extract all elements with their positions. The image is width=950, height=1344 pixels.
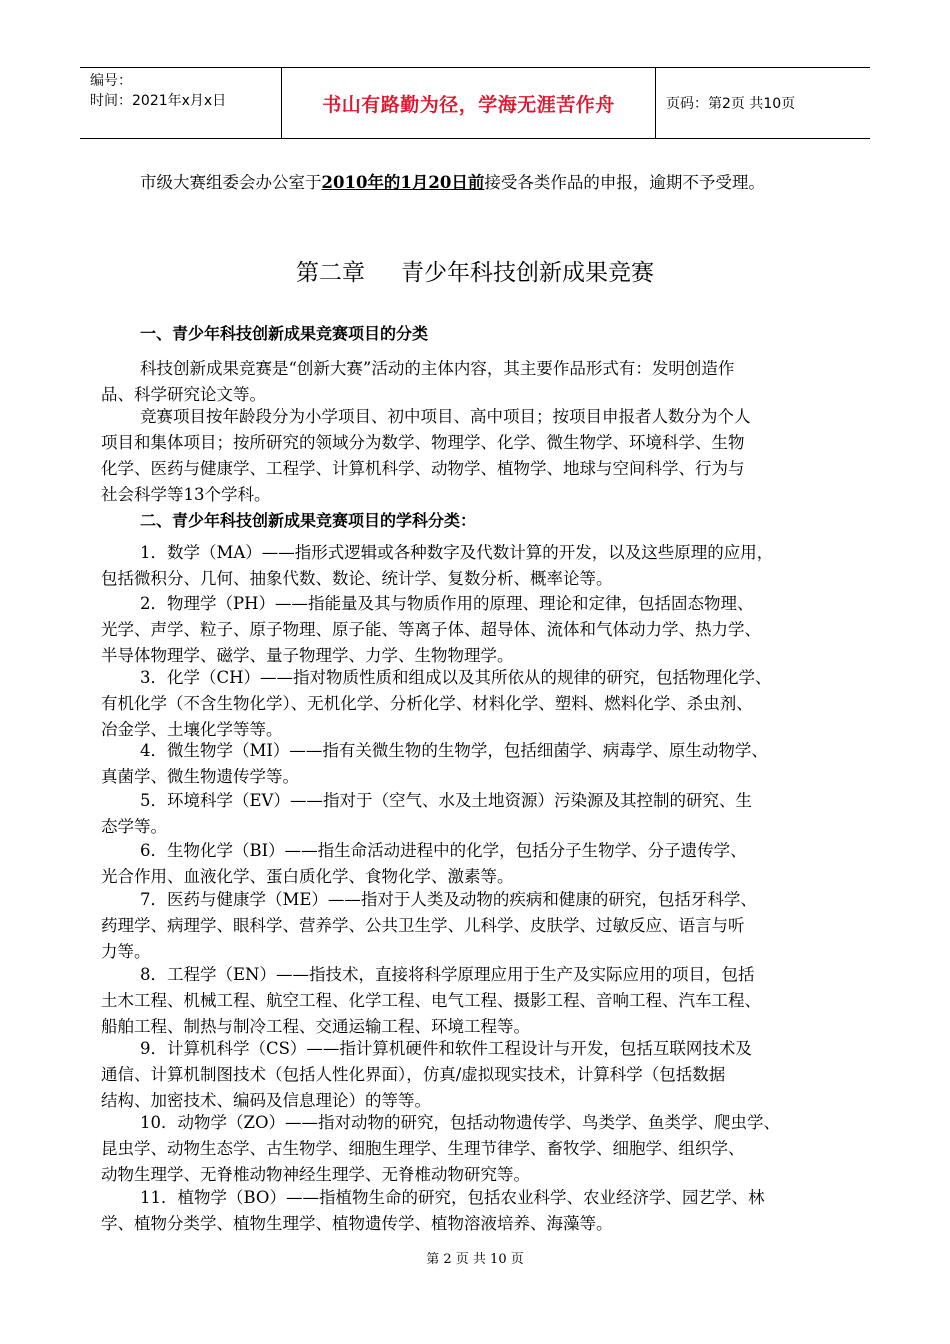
section-heading-1: 一、青少年科技创新成果竞赛项目的分类 [140, 324, 429, 343]
text-line: 4．微生物学（MI）——指有关微生物的生物学，包括细菌学、病毒学、原生动物学、 [140, 741, 768, 760]
document-number: 编号： [90, 73, 132, 89]
subject-item-computer-science [101, 1036, 863, 1114]
subject-item-math [101, 540, 863, 592]
chapter-title [0, 254, 950, 287]
text-line: 通信、计算机制图技术（包括人性化界面），仿真/虚拟现实技术，计算科学（包括数据 [101, 1065, 726, 1084]
text-line: 3．化学（CH）——指对物质性质和组成以及其所依从的规律的研究，包括物理化学、 [140, 668, 772, 687]
subject-item-microbiology [101, 738, 863, 790]
text-line: 包括微积分、几何、抽象代数、数论、统计学、复数分析、概率论等。 [101, 569, 613, 588]
text-line: 项目和集体项目；按所研究的领域分为数学、物理学、化学、微生物学、环境科学、生物 [101, 433, 745, 452]
text-line: 学、植物分类学、植物生理学、植物遗传学、植物溶液培养、海藻等。 [101, 1214, 613, 1233]
text-line: 有机化学（不含生物化学）、无机化学、分析化学、材料化学、塑料、燃料化学、杀虫剂、 [101, 694, 753, 713]
text-line: 光合作用、血液化学、蛋白质化学、食物化学、激素等。 [101, 867, 514, 886]
text-line: 态学等。 [101, 817, 167, 836]
section1-paragraph-2 [101, 404, 863, 508]
subject-item-engineering [101, 962, 863, 1040]
text-line: 6．生物化学（BI）——指生命活动进程中的化学，包括分子生物学、分子遗传学、 [140, 841, 747, 860]
section1-paragraph-1 [101, 356, 863, 408]
text-line: 昆虫学、动物生态学、古生物学、细胞生理学、生理节律学、畜牧学、细胞学、组织学、 [101, 1139, 745, 1158]
header-page-number: 页码：第2页 共10页 [666, 96, 796, 112]
text-line: 社会科学等13个学科。 [101, 485, 271, 504]
header-meta [80, 68, 282, 138]
text-line: 竞赛项目按年龄段分为小学项目、初中项目、高中项目；按项目申报者人数分为个人 [140, 407, 751, 426]
page-header [80, 67, 870, 139]
intro-text-before: 市级大赛组委会办公室于 [140, 173, 322, 192]
page-footer: 第 2 页 共 10 页 [426, 1252, 524, 1267]
header-motto: 书山有路勤为径，学海无涯苦作舟 [282, 68, 656, 138]
text-line: 真菌学、微生物遗传学等。 [101, 767, 299, 786]
intro-paragraph [140, 169, 765, 193]
subject-item-chemistry [101, 665, 863, 743]
chapter-name: 青少年科技创新成果竞赛 [401, 260, 654, 286]
text-line: 半导体物理学、磁学、量子物理学、力学、生物物理学。 [101, 646, 514, 665]
text-line: 科技创新成果竞赛是“创新大赛”活动的主体内容，其主要作品形式有：发明创造作 [140, 359, 735, 378]
text-line: 1．数学（MA）——指形式逻辑或各种数字及代数计算的开发，以及这些原理的应用， [140, 543, 774, 562]
text-line: 光学、声学、粒子、原子物理、原子能、等离子体、超导体、流体和气体动力学、热力学、 [101, 620, 761, 639]
text-line: 化学、医药与健康学、工程学、计算机科学、动物学、植物学、地球与空间科学、行为与 [101, 459, 745, 478]
text-line: 8．工程学（EN）——指技术，直接将科学原理应用于生产及实际应用的项目，包括 [140, 965, 755, 984]
text-line: 10．动物学（ZO）——指对动物的研究，包括动物遗传学、鸟类学、鱼类学、爬虫学、 [140, 1113, 780, 1132]
subject-item-botany [101, 1185, 863, 1237]
subject-item-physics [101, 591, 863, 669]
subject-item-medicine-health [101, 887, 863, 965]
text-line: 动物生理学、无脊椎动物神经生理学、无脊椎动物研究等。 [101, 1165, 530, 1184]
text-line: 土木工程、机械工程、航空工程、化学工程、电气工程、摄影工程、音响工程、汽车工程、 [101, 991, 761, 1010]
document-time: 时间：2021年x月x日 [90, 93, 227, 109]
text-line: 冶金学、土壤化学等等。 [101, 720, 283, 739]
text-line: 5．环境科学（EV）——指对于（空气、水及土地资源）污染源及其控制的研究、生 [140, 791, 752, 810]
text-line: 7．医药与健康学（ME）——指对于人类及动物的疾病和健康的研究，包括牙科学、 [140, 890, 757, 909]
subject-item-zoology [101, 1110, 863, 1188]
text-line: 11．植物学（BO）——指植物生命的研究，包括农业科学、农业经济学、园艺学、林 [140, 1188, 765, 1207]
subject-item-biochemistry [101, 838, 863, 890]
chapter-number: 第二章 [296, 260, 365, 286]
text-line: 船舶工程、制热与制冷工程、交通运输工程、环境工程等。 [101, 1017, 530, 1036]
deadline-highlight: 2010年的1月20日前 [321, 173, 485, 192]
text-line: 结构、加密技术、编码及信息理论）的等等。 [101, 1091, 431, 1110]
text-line: 9．计算机科学（CS）——指计算机硬件和软件工程设计与开发，包括互联网技术及 [140, 1039, 752, 1058]
text-line: 2．物理学（PH）——指能量及其与物质作用的原理、理论和定律，包括固态物理、 [140, 594, 754, 613]
intro-text-after: 接受各类作品的申报，逾期不予受理。 [484, 173, 765, 192]
section-heading-2: 二、青少年科技创新成果竞赛项目的学科分类： [140, 511, 477, 530]
text-line: 药理学、病理学、眼科学、营养学、公共卫生学、儿科学、皮肤学、过敏反应、语言与听 [101, 916, 745, 935]
subject-item-environmental-science [101, 788, 863, 840]
text-line: 品、科学研究论文等。 [101, 385, 266, 404]
text-line: 力等。 [101, 942, 151, 961]
